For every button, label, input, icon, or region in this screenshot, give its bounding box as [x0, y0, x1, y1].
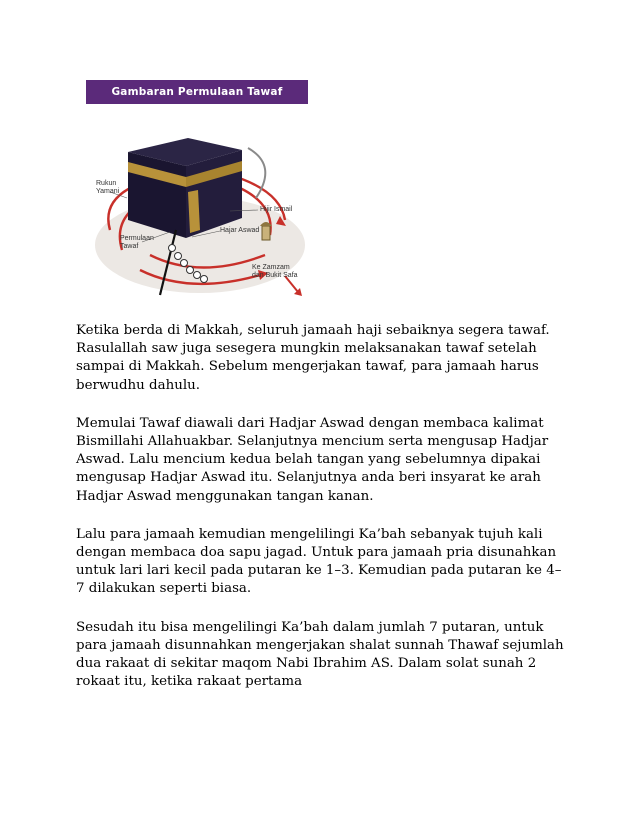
paragraph-2: Memulai Tawaf diawali dari Hadjar Aswad dengan membaca kalimat Bismillahi Allahuakbar. Selanjutnya mencium serta mengusap Hadjar Aswad. Lalu mencium kedua belah tangan yang sebelumnya dipakai mengusap Hadjar Aswad itu. Selanjutnya anda beri insyarat ke arah Hadjar Aswad menggunakan tangan kanan. — [76, 415, 549, 504]
paragraph-3: Lalu para jamaah kemudian mengelilingi Ka’bah sebanyak tujuh kali dengan membaca doa sapu jagad. Untuk para jamaah pria disunahkan untuk lari lari kecil pada putaran ke 1–3. Kemudian pada putaran ke 4–7 dilakukan seperti biasa. — [76, 526, 562, 597]
label-hijir-ismail: Hijir Ismail — [260, 206, 293, 213]
maqam-ibrahim — [262, 226, 270, 240]
article-body — [76, 322, 566, 711]
label-rukun-yamani: Rukun Yamani — [96, 180, 120, 195]
tawaf-illustration — [80, 80, 320, 310]
label-hajar-aswad: Hajar Aswad — [220, 227, 260, 234]
label-ke-zamzam: Ke Zamzam dan Bukit Safa — [252, 264, 298, 279]
paragraph-1: Ketika berda di Makkah, seluruh jamaah haji sebaiknya segera tawaf. Rasulallah saw juga sesegera mungkin melaksanakan tawaf setelah sampai di Makkah. Sebelum mengerjakan tawaf, para jamaah harus berwudhu dahulu. — [76, 323, 550, 393]
kaaba-door — [188, 190, 200, 233]
paragraph-4: Sesudah itu bisa mengelilingi Ka’bah dalam jumlah 7 putaran, untuk para jamaah disunnahkan mengerjakan shalat sunnah Thawaf sejumlah dua rakaat di sekitar maqom Nabi Ibrahim AS. Dalam solat sunah 2 rokaat itu, ketika rakaat pertama — [76, 619, 564, 690]
illustration-banner: Gambaran Permulaan Tawaf — [86, 80, 308, 104]
label-permulaan-tawaf: Permulaan Tawaf — [120, 235, 154, 250]
